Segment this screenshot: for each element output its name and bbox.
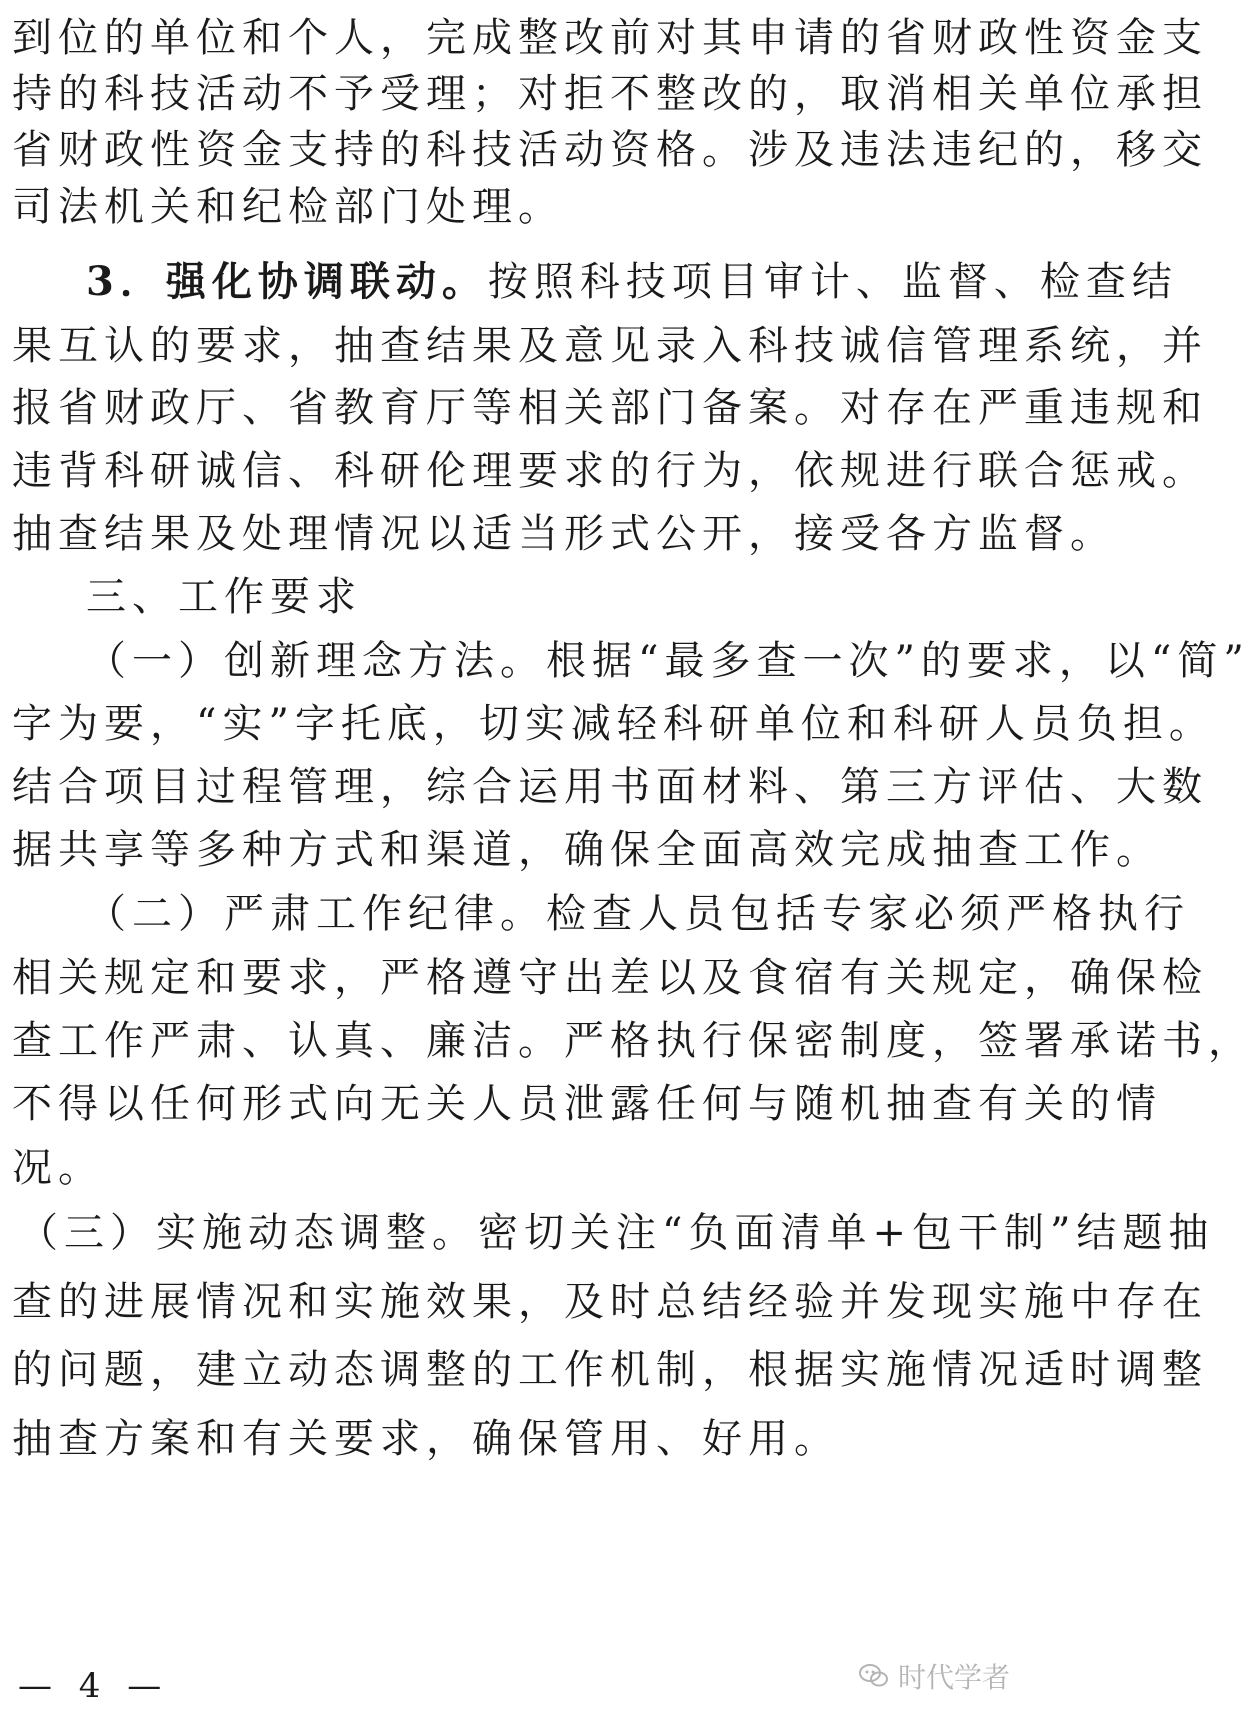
page-number: — 4 — <box>18 1666 170 1706</box>
paragraph-3-text: 密切关注“负面清单+包干制”结题抽 <box>478 1210 1215 1256</box>
text-line: 况。 <box>12 1145 104 1191</box>
text-line: 相关规定和要求，严格遵守出差以及食宿有关规定，确保检 <box>12 955 1208 1001</box>
text-line: 果互认的要求，抽查结果及意见录入科技诚信管理系统，并 <box>12 323 1208 369</box>
watermark-text: 时代学者 <box>897 1661 1010 1694</box>
text-line: 的问题，建立动态调整的工作机制，根据实施情况适时调整 <box>12 1347 1208 1393</box>
text-line: 结合项目过程管理，综合运用书面材料、第三方评估、大数 <box>12 764 1208 810</box>
text-line: 到位的单位和个人，完成整改前对其申请的省财政性资金支 <box>12 15 1208 61</box>
paragraph-1-line: （一）创新理念方法。根据“最多查一次”的要求，以“简” <box>86 638 1250 684</box>
text-line: 司法机关和纪检部门处理。 <box>12 184 564 230</box>
paragraph-2-heading: （二）严肃工作纪律。 <box>86 891 546 937</box>
paragraph-3-line <box>18 1199 1215 1267</box>
text-line: 省财政性资金支持的科技活动资格。涉及违法违纪的，移交 <box>12 127 1208 173</box>
text-line: 据共享等多种方式和渠道，确保全面高效完成抽查工作。 <box>12 827 1162 873</box>
paragraph-2-line <box>86 880 1190 948</box>
text-line: 持的科技活动不予受理；对拒不整改的，取消相关单位承担 <box>12 71 1208 117</box>
wechat-icon <box>858 1662 890 1690</box>
paragraph-3-heading: （三）实施动态调整。 <box>18 1210 478 1256</box>
text-line: 不得以任何形式向无关人员泄露任何与随机抽查有关的情 <box>12 1081 1162 1127</box>
text-line: 抽查结果及处理情况以适当形式公开，接受各方监督。 <box>12 511 1116 557</box>
wechat-watermark <box>858 1656 1010 1696</box>
section-title: 三、工作要求 <box>86 574 362 620</box>
text-line: 违背科研诚信、科研伦理要求的行为，依规进行联合惩戒。 <box>12 448 1208 494</box>
section-3-line <box>86 248 1178 316</box>
section-3-text: 按照科技项目审计、监督、检查结 <box>487 259 1178 305</box>
text-line: 抽查方案和有关要求，确保管用、好用。 <box>12 1416 840 1462</box>
section-3-heading: 3．强化协调联动。 <box>86 258 488 305</box>
text-line: 字为要，“实”字托底，切实减轻科研单位和科研人员负担。 <box>12 701 1215 747</box>
text-line: 报省财政厅、省教育厅等相关部门备案。对存在严重违规和 <box>12 385 1208 431</box>
text-line: 查工作严肃、认真、廉洁。严格执行保密制度，签署承诺书， <box>12 1018 1254 1064</box>
text-line: 查的进展情况和实施效果，及时总结经验并发现实施中存在 <box>12 1279 1208 1325</box>
paragraph-2-text: 检查人员包括专家必须严格执行 <box>546 891 1190 937</box>
